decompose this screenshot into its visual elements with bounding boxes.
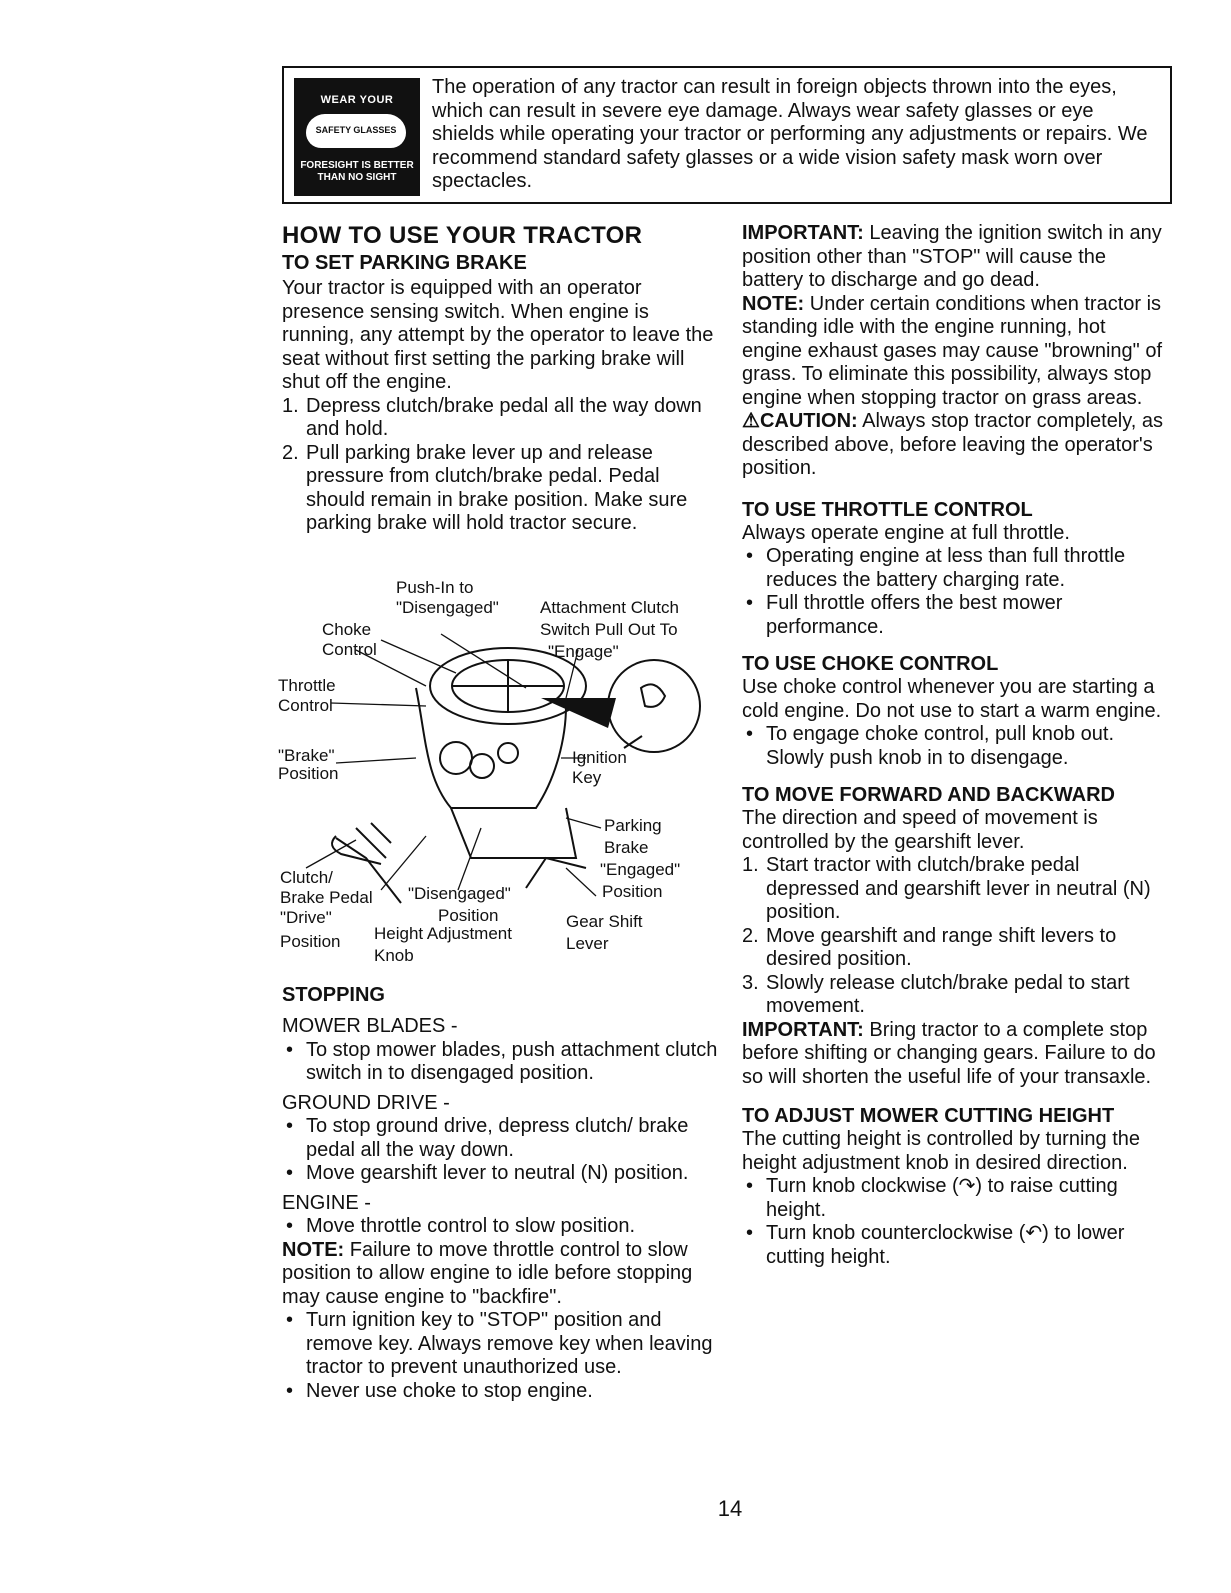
list-item: • Never use choke to stop engine. [282, 1380, 722, 1404]
attachment-clutch-label-3: "Engage" [548, 642, 619, 661]
mower-blades-list [282, 1039, 722, 1086]
brake-position-label-2: Position [278, 764, 339, 783]
left-column [282, 222, 722, 536]
list-item: 1. Start tractor with clutch/brake pedal depressed and gearshift lever in neutral (N) position. [742, 854, 1151, 923]
ignition-label-1: Ignition [572, 748, 627, 767]
caution-stop: ⚠CAUTION: Always stop tractor completely, as described above, before leaving the operator's position. [742, 410, 1164, 479]
list-item: • Operating engine at less than full throttle reduces the battery charging rate. [742, 545, 1170, 592]
list-item: • Move throttle control to slow position. [282, 1215, 722, 1239]
page-number: 14 [717, 1496, 743, 1521]
important-gears: IMPORTANT: Bring tractor to a complete stop before shifting or changing gears. Failure to do so will shorten the useful life of your transaxle. [742, 1018, 1156, 1088]
throttle-label-2: Control [278, 696, 333, 715]
note-browning: NOTE: Under certain conditions when tractor is standing idle with the engine running, hot engine exhaust gases may cause "browning" of grass. To eliminate this possibility, always stop engine when stopping tractor on grass areas. [742, 292, 1163, 409]
caution-icon: ⚠ [742, 410, 760, 432]
engine-label: ENGINE - [282, 1191, 371, 1214]
throttle-heading: TO USE THROTTLE CONTROL [742, 498, 1033, 521]
throttle-intro: Always operate engine at full throttle. [742, 521, 1070, 544]
safety-glasses-notice [282, 66, 1172, 204]
brake-position-label-1: "Brake" [278, 746, 335, 765]
height-intro: The cutting height is controlled by turning the height adjustment knob in desired direction. [742, 1128, 1141, 1174]
throttle-label-1: Throttle [278, 676, 336, 695]
safety-glasses-badge-icon [294, 78, 420, 196]
list-item: • To stop mower blades, push attachment clutch switch in to disengaged position. [282, 1039, 722, 1086]
throttle-list [742, 545, 1170, 639]
parking-brake-steps [282, 395, 722, 536]
height-knob-label-1: Height Adjustment [374, 924, 512, 943]
parking-brake-label-3: "Engaged" [600, 860, 681, 879]
list-item: 1. Depress clutch/brake pedal all the way down and hold. [282, 394, 702, 440]
engine-note: NOTE: Failure to move throttle control to slow position to allow engine to idle before stopping may cause engine to "backfire". [282, 1238, 693, 1308]
page-title: HOW TO USE YOUR TRACTOR [282, 222, 643, 249]
list-item: 3. Slowly release clutch/brake pedal to start movement. [742, 971, 1130, 1017]
list-item: • Turn knob counterclockwise (↶) to lower cutting height. [742, 1222, 1170, 1269]
parking-brake-label-4: Position [602, 882, 663, 901]
disengaged-bottom-label-1: "Disengaged" [408, 884, 511, 903]
list-item: • To stop ground drive, depress clutch/ brake pedal all the way down. [282, 1115, 722, 1162]
clutch-label-1: Clutch/ [280, 868, 333, 887]
list-item: • Turn knob clockwise (↷) to raise cutting height. [742, 1175, 1170, 1222]
badge-mid-text: SAFETY GLASSES [315, 125, 397, 135]
attachment-clutch-label-2: Switch Pull Out To [540, 620, 678, 639]
stopping-section [282, 984, 722, 1403]
choke-heading: TO USE CHOKE CONTROL [742, 653, 999, 675]
parking-brake-label-2: Brake [604, 838, 649, 857]
parking-brake-label-1: Parking [604, 816, 662, 835]
move-steps [742, 854, 1170, 1019]
list-item: 2. Pull parking brake lever up and release pressure from clutch/brake pedal. Pedal should remain in brake position. Make sure parking brake will hold tractor secure. [282, 441, 688, 534]
badge-bottom-text: FORESIGHT IS BETTER THAN NO SIGHT [300, 160, 414, 183]
choke-label-2: Control [322, 640, 377, 659]
drive-label-2: Position [280, 932, 341, 951]
list-item: • Full throttle offers the best mower performance. [742, 592, 1170, 639]
tractor-controls-diagram [276, 578, 716, 978]
attachment-clutch-label-1: Attachment Clutch [540, 598, 679, 617]
stopping-heading: STOPPING [282, 984, 385, 1006]
right-column [742, 222, 1170, 1269]
mower-blades-label: MOWER BLADES - [282, 1015, 458, 1037]
banner-text: The operation of any tractor can result in foreign objects thrown into the eyes, which can result in severe eye damage. Always wear safety glasses or eye shields while operating your tractor or performing any adjustments or repairs. We recommend standard safety glasses or a wide vision safety mask worn over spectacles. [432, 76, 1148, 192]
drive-label-1: "Drive" [280, 908, 332, 927]
ground-drive-list [282, 1115, 722, 1186]
engine-list-2 [282, 1309, 722, 1403]
push-in-label: Push-In to [396, 578, 474, 597]
parking-brake-intro: Your tractor is equipped with an operator presence sensing switch. When engine is running, any attempt by the operator to leave the seat without first setting the parking brake will shut off the engine. [282, 277, 714, 393]
choke-list [742, 723, 1170, 770]
disengaged-top-label: "Disengaged" [396, 598, 499, 617]
glasses-icon [306, 114, 406, 148]
choke-intro: Use choke control whenever you are starting a cold engine. Do not use to start a warm engine. [742, 676, 1162, 722]
badge-top-text: WEAR YOUR [320, 94, 394, 106]
important-ignition: IMPORTANT: Leaving the ignition switch in any position other than "STOP" will cause the battery to discharge and go dead. [742, 222, 1162, 291]
engine-list [282, 1215, 722, 1239]
height-list [742, 1175, 1170, 1269]
move-intro: The direction and speed of movement is controlled by the gearshift lever. [742, 807, 1098, 853]
disengaged-bottom-label-2: Position [438, 906, 499, 925]
gear-shift-label-2: Lever [566, 934, 609, 953]
list-item: 2. Move gearshift and range shift levers to desired position. [742, 924, 1117, 970]
list-item: • Move gearshift lever to neutral (N) position. [282, 1162, 722, 1186]
height-heading: TO ADJUST MOWER CUTTING HEIGHT [742, 1105, 1115, 1127]
ground-drive-label: GROUND DRIVE - [282, 1091, 450, 1114]
move-heading: TO MOVE FORWARD AND BACKWARD [742, 784, 1115, 806]
parking-brake-heading: TO SET PARKING BRAKE [282, 252, 527, 274]
clutch-label-2: Brake Pedal [280, 888, 373, 907]
gear-shift-label-1: Gear Shift [566, 912, 643, 931]
height-knob-label-2: Knob [374, 946, 414, 965]
ignition-label-2: Key [572, 768, 602, 787]
choke-label-1: Choke [322, 620, 372, 639]
list-item: • To engage choke control, pull knob out. Slowly push knob in to disengage. [742, 723, 1170, 770]
list-item: • Turn ignition key to "STOP" position and remove key. Always remove key when leaving tractor to prevent unauthorized use. [282, 1309, 722, 1380]
